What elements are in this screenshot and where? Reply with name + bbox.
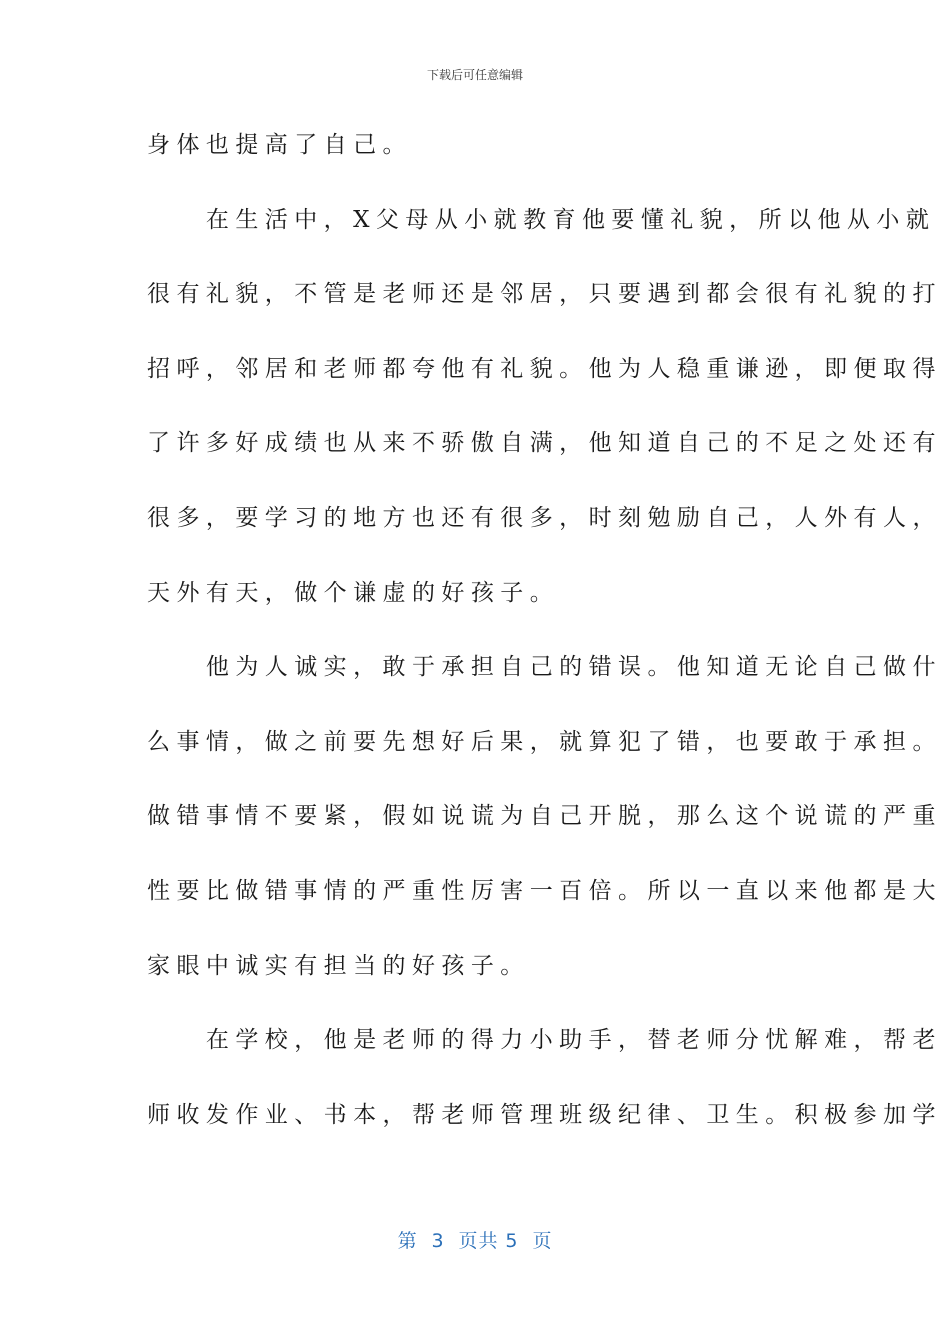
text-line: 天外有天，做个谦虚的好孩子。 <box>147 579 560 606</box>
page-header: 下载后可任意编辑 <box>426 68 523 82</box>
text-line: 做错事情不要紧，假如说谎为自己开脱，那么这个说谎的严重 <box>147 803 942 830</box>
text-line: 家眼中诚实有担当的好孩子。 <box>147 952 530 979</box>
document-body <box>147 120 942 1164</box>
text-line: 招呼，邻居和老师都夸他有礼貌。他为人稳重谦逊，即便取得 <box>147 355 942 382</box>
text-line: 很多，要学习的地方也还有很多，时刻勉励自己，人外有人， <box>147 504 942 531</box>
text-line: 在学校，他是老师的得力小助手，替老师分忧解难，帮老 <box>147 1027 942 1054</box>
text-line: 在生活中，X父母从小就教育他要懂礼貌，所以他从小就 <box>147 206 936 233</box>
text-line: 很有礼貌，不管是老师还是邻居，只要遇到都会很有礼貌的打 <box>147 281 942 308</box>
text-line: 他为人诚实，敢于承担自己的错误。他知道无论自己做什 <box>147 654 942 681</box>
text-line: 了许多好成绩也从来不骄傲自满，他知道自己的不足之处还有 <box>147 430 942 457</box>
text-line: 身体也提高了自己。 <box>147 132 412 158</box>
text-line: 性要比做错事情的严重性厉害一百倍。所以一直以来他都是大 <box>147 877 942 904</box>
page-number-footer: 第 3 页共 5 页 <box>397 1230 553 1252</box>
text-line: 师收发作业、书本，帮老师管理班级纪律、卫生。积极参加学 <box>147 1101 942 1128</box>
text-line: 么事情，做之前要先想好后果，就算犯了错，也要敢于承担。 <box>147 728 942 755</box>
